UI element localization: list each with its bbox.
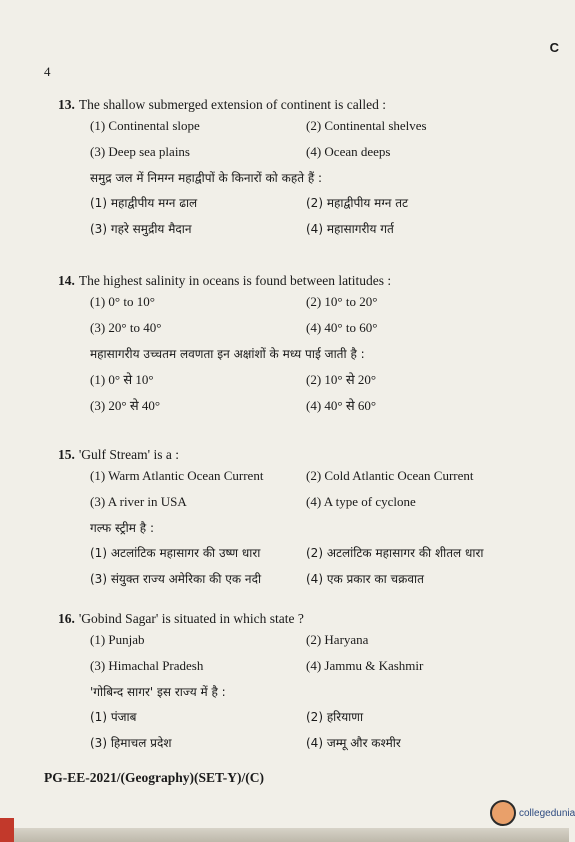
question-15 <box>58 446 538 592</box>
option-row <box>58 628 538 654</box>
hindi-option-4: (4) एक प्रकार का चक्रवात <box>306 572 424 586</box>
option-1: (1) Continental slope <box>90 118 200 133</box>
hindi-option-3: (3) हिमाचल प्रदेश <box>90 736 172 750</box>
hindi-option-row <box>58 216 538 242</box>
question-14 <box>58 272 538 418</box>
question-text: 'Gobind Sagar' is situated in which state ? <box>78 611 304 626</box>
hindi-option-3: (3) 20° से 40° <box>90 398 161 413</box>
option-3: (3) Himachal Pradesh <box>90 658 204 673</box>
hindi-option-3: (3) गहरे समुद्रीय मैदान <box>90 222 192 236</box>
hindi-question-text: गल्फ स्ट्रीम है : <box>90 521 155 535</box>
question-stem <box>58 610 538 628</box>
hindi-option-4: (4) 40° से 60° <box>306 398 377 413</box>
hindi-question-text: 'गोबिन्द सागर' इस राज्य में है : <box>90 685 226 699</box>
hindi-option-row <box>58 392 538 418</box>
question-13 <box>58 96 538 242</box>
hindi-option-row <box>58 540 538 566</box>
option-2: (2) Cold Atlantic Ocean Current <box>306 468 474 483</box>
question-16 <box>58 610 538 756</box>
corner-mark: C <box>549 40 559 55</box>
page-number: 4 <box>44 64 51 79</box>
option-4: (4) A type of cyclone <box>306 494 416 509</box>
option-row <box>58 654 538 680</box>
option-3: (3) A river in USA <box>90 494 187 509</box>
option-2: (2) 10° to 20° <box>306 294 378 309</box>
hindi-option-row <box>58 704 538 730</box>
watermark-logo <box>490 800 575 826</box>
hindi-option-row <box>58 366 538 392</box>
question-stem <box>58 446 538 464</box>
question-number: 13. <box>58 97 75 112</box>
question-number: 16. <box>58 611 75 626</box>
hindi-option-3: (3) संयुक्त राज्य अमेरिका की एक नदी <box>90 572 262 586</box>
hindi-option-1: (1) अटलांटिक महासागर की उष्ण धारा <box>90 546 261 560</box>
option-1: (1) Punjab <box>90 632 145 647</box>
watermark-name: collegedunia <box>519 807 575 819</box>
hindi-option-row <box>58 566 538 592</box>
hindi-option-2: (2) अटलांटिक महासागर की शीतल धारा <box>306 546 484 560</box>
option-3: (3) Deep sea plains <box>90 144 190 159</box>
page-bottom-edge <box>0 828 569 842</box>
option-1: (1) Warm Atlantic Ocean Current <box>90 468 264 483</box>
hindi-option-row <box>58 730 538 756</box>
option-row <box>58 490 538 516</box>
option-row <box>58 290 538 316</box>
option-row <box>58 464 538 490</box>
option-2: (2) Haryana <box>306 632 369 647</box>
option-1: (1) 0° to 10° <box>90 294 155 309</box>
mascot-icon <box>490 800 516 826</box>
hindi-option-4: (4) जम्मू और कश्मीर <box>306 736 401 750</box>
hindi-option-2: (2) महाद्वीपीय मग्न तट <box>306 196 409 210</box>
option-3: (3) 20° to 40° <box>90 320 162 335</box>
question-text: The highest salinity in oceans is found between latitudes : <box>78 273 392 288</box>
option-row <box>58 140 538 166</box>
hindi-question-text: समुद्र जल में निमग्न महाद्वीपों के किनारों को कहते हैं : <box>90 171 323 185</box>
question-text: The shallow submerged extension of continent is called : <box>78 97 387 112</box>
option-row <box>58 316 538 342</box>
question-text: 'Gulf Stream' is a : <box>78 447 179 462</box>
footer-code: PG-EE-2021/(Geography)(SET-Y)/(C) <box>44 770 264 785</box>
red-edge-mark <box>0 818 14 842</box>
option-2: (2) Continental shelves <box>306 118 427 133</box>
hindi-option-4: (4) महासागरीय गर्त <box>306 222 394 236</box>
option-4: (4) Ocean deeps <box>306 144 391 159</box>
hindi-option-1: (1) पंजाब <box>90 710 137 724</box>
hindi-option-row <box>58 190 538 216</box>
question-stem <box>58 96 538 114</box>
option-4: (4) 40° to 60° <box>306 320 378 335</box>
hindi-option-2: (2) हरियाणा <box>306 710 364 724</box>
hindi-option-1: (1) महाद्वीपीय मग्न ढाल <box>90 196 198 210</box>
question-number: 14. <box>58 273 75 288</box>
hindi-option-1: (1) 0° से 10° <box>90 372 154 387</box>
hindi-question-text: महासागरीय उच्चतम लवणता इन अक्षांशों के मध्य पाई जाती है : <box>90 347 365 361</box>
question-stem <box>58 272 538 290</box>
question-number: 15. <box>58 447 75 462</box>
option-row <box>58 114 538 140</box>
option-4: (4) Jammu & Kashmir <box>306 658 424 673</box>
hindi-option-2: (2) 10° से 20° <box>306 372 377 387</box>
